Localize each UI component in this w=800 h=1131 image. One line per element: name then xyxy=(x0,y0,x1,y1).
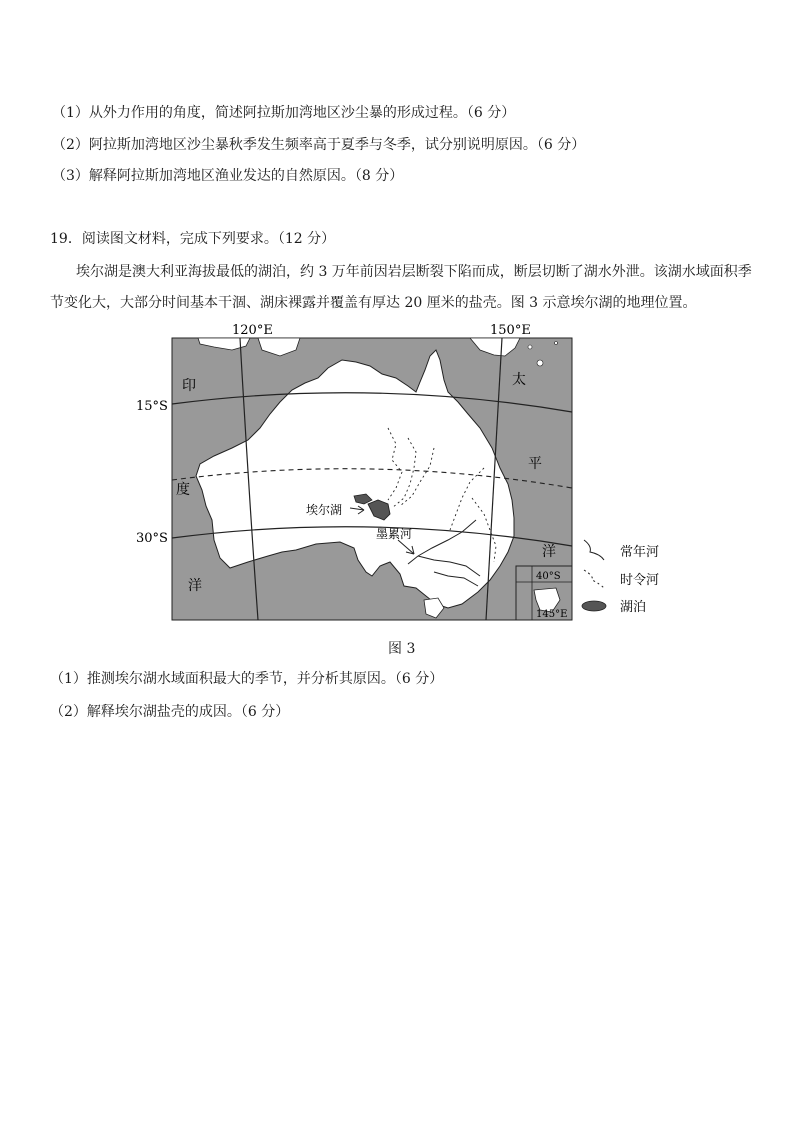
legend-lake-symbol xyxy=(582,601,606,611)
q18-sub2: （2）阿拉斯加湾地区沙尘暴秋季发生频率高于夏季与冬季，试分别说明原因。（6 分） xyxy=(52,137,586,153)
figure-caption: 图 3 xyxy=(388,641,416,657)
legend-seasonal-river-label: 时令河 xyxy=(620,573,660,588)
label-murray-river: 墨累河 xyxy=(376,527,413,541)
legend-lake-label: 湖泊 xyxy=(620,600,647,615)
label-indian-ocean-3: 洋 xyxy=(188,578,202,594)
label-pacific-ocean-1: 太 xyxy=(512,372,526,388)
q19-paragraph-line1: 埃尔湖是澳大利亚海拔最低的湖泊，约 3 万年前因岩层断裂下陷而成，断层切断了湖水外泄。该湖水域面积季 xyxy=(76,264,752,280)
label-pacific-ocean-3: 洋 xyxy=(542,544,556,560)
q19-paragraph-line2: 节变化大，大部分时间基本干涸、湖床裸露并覆盖有厚达 20 厘米的盐壳。图 3 示意埃尔湖的地理位置。 xyxy=(50,295,697,311)
label-inset-145e: 145°E xyxy=(536,609,568,620)
q18-sub3: （3）解释阿拉斯加湾地区渔业发达的自然原因。（8 分） xyxy=(52,168,404,184)
label-150e: 150°E xyxy=(490,323,531,338)
q19-sub1: （1）推测埃尔湖水域面积最大的季节，并分析其原因。（6 分） xyxy=(50,671,444,687)
label-30s: 30°S xyxy=(136,531,168,546)
q19-header: 19．阅读图文材料，完成下列要求。（12 分） xyxy=(50,231,336,247)
legend-perennial-river-symbol xyxy=(584,540,604,560)
legend-seasonal-river-symbol xyxy=(584,570,604,588)
legend-perennial-river-label: 常年河 xyxy=(620,545,660,560)
q19-sub2: （2）解释埃尔湖盐壳的成因。（6 分） xyxy=(50,704,290,720)
label-pacific-ocean-2: 平 xyxy=(528,456,542,472)
label-lake-eyre: 埃尔湖 xyxy=(306,503,343,517)
label-120e: 120°E xyxy=(232,323,273,338)
label-indian-ocean-2: 度 xyxy=(176,482,190,498)
label-15s: 15°S xyxy=(136,399,168,414)
australia-map-figure xyxy=(136,322,660,627)
q18-sub1: （1）从外力作用的角度，简述阿拉斯加湾地区沙尘暴的形成过程。（6 分） xyxy=(52,105,516,121)
label-indian-ocean-1: 印 xyxy=(182,378,196,394)
label-inset-40s: 40°S xyxy=(536,571,561,582)
